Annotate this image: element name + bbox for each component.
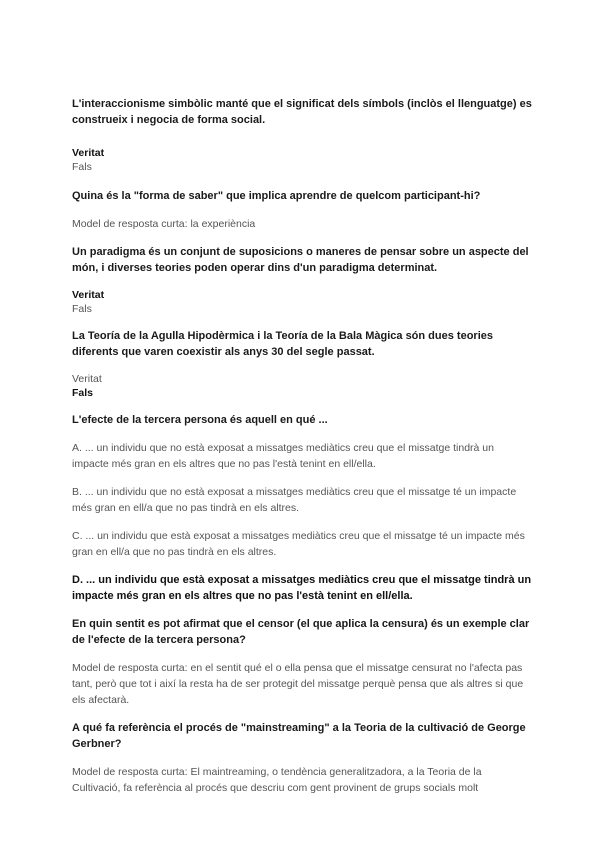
answer-2: Model de resposta curta: la experiència bbox=[72, 218, 256, 230]
option-fals: Fals bbox=[72, 303, 92, 315]
option-fals: Fals bbox=[72, 161, 92, 173]
option-veritat: Veritat bbox=[72, 373, 102, 385]
option-veritat-selected: Veritat bbox=[72, 289, 105, 301]
option-b: B. ... un individu que no està exposat a missatges mediàtics creu que el missatge té un impacte més gran en ell/a que no pas tindrà en els altres. bbox=[72, 486, 517, 514]
answer-7: Model de resposta curta: El maintreaming, o tendència generalitzadora, a la Teoria de la Cultivació, fa referència al procés que descriu com gent provinent de grups socials molt bbox=[72, 766, 482, 794]
question-6: En quin sentit es pot afirmat que el censor (el que aplica la censura) és un exemple clar de l'efecte de la tercera persona? bbox=[72, 618, 530, 646]
option-veritat-selected: Veritat bbox=[72, 147, 105, 159]
option-c: C. ... un individu que està exposat a missatges mediàtics creu que el missatge té un impacte més gran en ell/a que no pas tindrà en els altres. bbox=[72, 530, 525, 558]
question-4: La Teoría de la Agulla Hipodèrmica i la Teoría de la Bala Màgica són dues teories diferents que varen coexistir als anys 30 del segle passat. bbox=[72, 330, 493, 358]
question-2: Quina és la "forma de saber" que implica aprendre de quelcom participant-hi? bbox=[72, 190, 481, 202]
question-7: A qué fa referència el procés de "mainstreaming" a la Teoria de la cultivació de George Gerbner? bbox=[72, 722, 526, 750]
answer-6: Model de resposta curta: en el sentit qué el o ella pensa que el missatge censurat no l'afecta pas tant, però que tot i així la resta ha de ser protegit del missatge perquè pensa que als altres si que els afectarà. bbox=[72, 662, 524, 706]
option-fals-selected: Fals bbox=[72, 387, 94, 399]
question-1: L'interaccionisme simbòlic manté que el significat dels símbols (inclòs el llenguatge) es construeix i negocia de forma social. bbox=[72, 98, 532, 126]
question-3: Un paradigma és un conjunt de suposicions o maneres de pensar sobre un aspecte del món, i diverses teories poden operar dins d'un paradigma determinat. bbox=[72, 246, 529, 274]
option-d-selected: D. ... un individu que està exposat a missatges mediàtics creu que el missatge tindrà un impacte més gran en els altres que no pas l'està tenint en ell/ella. bbox=[72, 574, 532, 602]
question-5: L'efecte de la tercera persona és aquell en qué ... bbox=[72, 414, 328, 426]
document-page bbox=[72, 96, 532, 796]
option-a: A. ... un individu que no està exposat a missatges mediàtics creu que el missatge tindrà un impacte més gran en els altres que no pas l'està tenint en ell/ella. bbox=[72, 442, 494, 470]
